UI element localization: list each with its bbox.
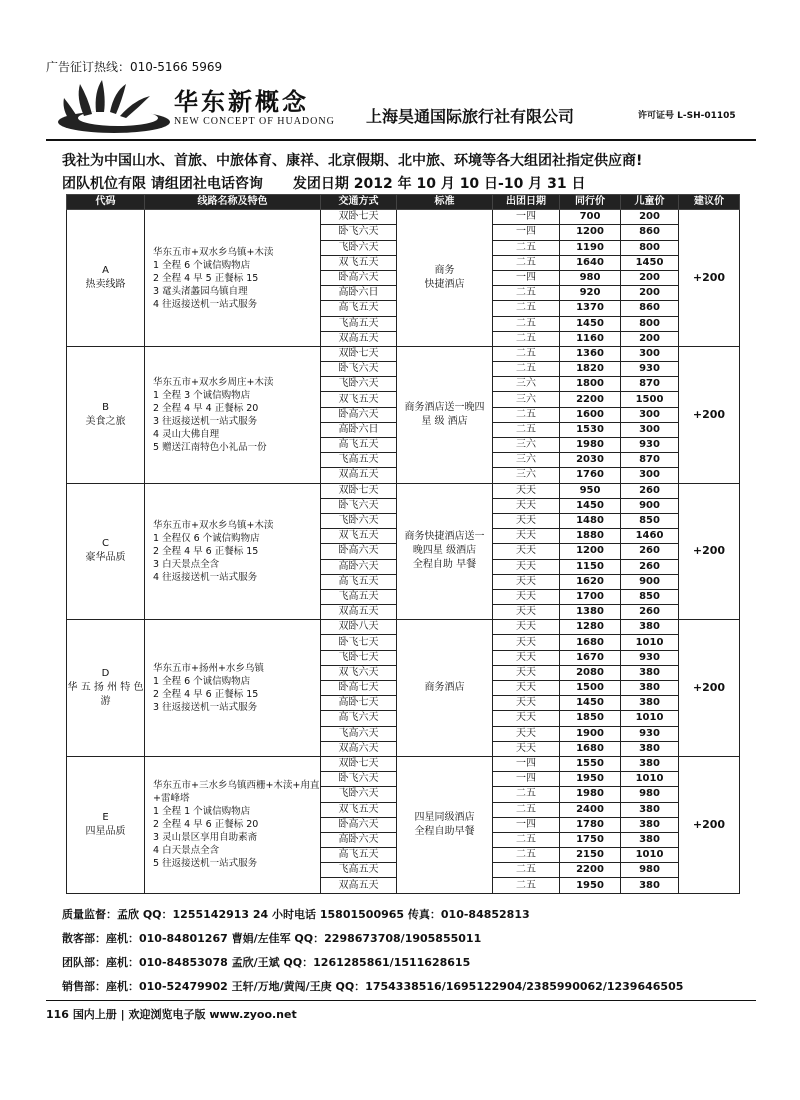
departure-date-cell: 一四	[493, 772, 560, 787]
peer-price-cell: 1160	[560, 331, 621, 346]
peer-price-cell: 1600	[560, 407, 621, 422]
departure-date-cell: 二五	[493, 331, 560, 346]
child-price-cell: 300	[621, 468, 679, 483]
footer-section: 国内上册	[72, 1008, 117, 1021]
transport-cell: 双飞五天	[321, 802, 397, 817]
child-price-cell: 260	[621, 544, 679, 559]
child-price-cell: 850	[621, 589, 679, 604]
footer-site: 欢迎浏览电子版 www.zyoo.net	[128, 1008, 297, 1021]
child-price-cell: 380	[621, 665, 679, 680]
child-price-cell: 200	[621, 210, 679, 225]
transport-cell: 双飞五天	[321, 392, 397, 407]
peer-price-cell: 1980	[560, 438, 621, 453]
table-row	[67, 756, 740, 771]
transport-cell: 卧高六天	[321, 544, 397, 559]
notice-line-1: 我社为中国山水、首旅、中旅体育、康祥、北京假期、北中旅、环境等各大组团社指定供应商!	[62, 153, 643, 169]
child-price-cell: 980	[621, 863, 679, 878]
child-price-cell: 930	[621, 650, 679, 665]
transport-cell: 卧高六天	[321, 270, 397, 285]
child-price-cell: 300	[621, 422, 679, 437]
departure-date-cell: 二五	[493, 787, 560, 802]
transport-cell: 高卧六天	[321, 559, 397, 574]
feature-line: 华东五市+双水乡周庄+木渎	[153, 376, 274, 388]
company-name: 上海昊通国际旅行社有限公司	[366, 107, 575, 126]
peer-price-cell: 1500	[560, 681, 621, 696]
child-price-cell: 1500	[621, 392, 679, 407]
peer-price-cell: 1190	[560, 240, 621, 255]
feature-line: 4 往返接送机一站式服务	[153, 571, 258, 583]
table-header-row	[67, 195, 740, 210]
feature-line: 华东五市+三水乡乌镇西栅+木渎+甪直+雷峰塔	[153, 780, 320, 805]
tour-price-table	[66, 194, 739, 894]
license-number: 许可证号 L-SH-01105	[638, 111, 736, 121]
transport-cell: 卧飞六天	[321, 772, 397, 787]
transport-cell: 卧高六天	[321, 817, 397, 832]
transport-cell: 卧飞六天	[321, 225, 397, 240]
hand-logo-icon	[54, 78, 174, 134]
table-row	[67, 620, 740, 635]
peer-price-cell: 1900	[560, 726, 621, 741]
departure-date-cell: 三六	[493, 453, 560, 468]
departure-date-cell: 二五	[493, 362, 560, 377]
departure-date-cell: 天天	[493, 513, 560, 528]
child-price-cell: 850	[621, 513, 679, 528]
departure-date-cell: 二五	[493, 802, 560, 817]
child-price-cell: 200	[621, 331, 679, 346]
route-code: A 热卖线路	[67, 210, 145, 347]
contact-individual: 散客部：座机：010-84801267 曹娟/左佳军 QQ：2298673708/1905855011	[62, 932, 482, 945]
child-price-cell: 300	[621, 407, 679, 422]
header-route: 线路名称及特色	[145, 195, 321, 210]
feature-line: 2 全程 4 早 6 正餐标 15	[153, 545, 259, 557]
feature-line: 2 全程 4 早 5 正餐标 15	[153, 272, 259, 284]
notice-dates: 发团日期 2012 年 10 月 10 日-10 月 31 日	[292, 176, 586, 192]
peer-price-cell: 1850	[560, 711, 621, 726]
feature-line: 2 全程 4 早 6 正餐标 15	[153, 689, 259, 701]
child-price-cell: 1010	[621, 848, 679, 863]
peer-price-cell: 1450	[560, 498, 621, 513]
child-price-cell: 200	[621, 286, 679, 301]
peer-price-cell: 1950	[560, 878, 621, 893]
peer-price-cell: 1780	[560, 817, 621, 832]
child-price-cell: 380	[621, 802, 679, 817]
header	[46, 76, 756, 136]
transport-cell: 飞高五天	[321, 863, 397, 878]
departure-date-cell: 二五	[493, 832, 560, 847]
transport-cell: 双卧七天	[321, 210, 397, 225]
peer-price-cell: 1380	[560, 605, 621, 620]
child-price-cell: 380	[621, 878, 679, 893]
transport-cell: 高卧六日	[321, 422, 397, 437]
departure-date-cell: 一四	[493, 225, 560, 240]
feature-line: 1 全程 6 个诚信购物店	[153, 676, 251, 688]
hotel-standard: 商务 快捷酒店	[397, 210, 493, 347]
peer-price-cell: 2400	[560, 802, 621, 817]
peer-price-cell: 1880	[560, 529, 621, 544]
transport-cell: 双飞六天	[321, 665, 397, 680]
feature-line: 3 鼋头渚蠡园乌镇自理	[153, 285, 248, 297]
peer-price-cell: 1280	[560, 620, 621, 635]
notice-line-2	[62, 173, 642, 196]
peer-price-cell: 1200	[560, 225, 621, 240]
peer-price-cell: 2030	[560, 453, 621, 468]
suggested-price: +200	[679, 620, 740, 757]
feature-line: 华东五市+双水乡乌镇+木渎	[153, 519, 274, 531]
route-features	[145, 620, 321, 757]
child-price-cell: 1450	[621, 255, 679, 270]
departure-date-cell: 天天	[493, 741, 560, 756]
peer-price-cell: 1800	[560, 377, 621, 392]
departure-date-cell: 天天	[493, 681, 560, 696]
peer-price-cell: 1760	[560, 468, 621, 483]
transport-cell: 卧高七天	[321, 681, 397, 696]
feature-line: 3 灵山景区享用自助素斋	[153, 832, 258, 844]
suggested-price: +200	[679, 756, 740, 893]
departure-date-cell: 天天	[493, 544, 560, 559]
departure-date-cell: 二五	[493, 422, 560, 437]
departure-date-cell: 一四	[493, 817, 560, 832]
contacts	[62, 904, 752, 1000]
child-price-cell: 900	[621, 498, 679, 513]
departure-date-cell: 天天	[493, 665, 560, 680]
footer-separator: |	[120, 1008, 125, 1021]
transport-cell: 双高六天	[321, 741, 397, 756]
child-price-cell: 800	[621, 316, 679, 331]
route-features	[145, 346, 321, 483]
route-features	[145, 756, 321, 893]
departure-date-cell: 天天	[493, 696, 560, 711]
feature-line: 5 往返接送机一站式服务	[153, 858, 258, 870]
route-code: C 豪华品质	[67, 483, 145, 620]
child-price-cell: 380	[621, 696, 679, 711]
header-suggested-price: 建议价	[679, 195, 740, 210]
transport-cell: 高卧七天	[321, 696, 397, 711]
transport-cell: 高卧六天	[321, 832, 397, 847]
child-price-cell: 380	[621, 832, 679, 847]
table-row	[67, 483, 740, 498]
transport-cell: 高飞五天	[321, 438, 397, 453]
departure-date-cell: 三六	[493, 392, 560, 407]
transport-cell: 卧飞六天	[321, 362, 397, 377]
departure-date-cell: 一四	[493, 756, 560, 771]
departure-date-cell: 二五	[493, 878, 560, 893]
route-features	[145, 483, 321, 620]
child-price-cell: 380	[621, 756, 679, 771]
departure-date-cell: 天天	[493, 650, 560, 665]
departure-date-cell: 一四	[493, 210, 560, 225]
transport-cell: 双飞五天	[321, 255, 397, 270]
child-price-cell: 1010	[621, 635, 679, 650]
header-divider	[46, 139, 756, 141]
peer-price-cell: 950	[560, 483, 621, 498]
child-price-cell: 1010	[621, 772, 679, 787]
route-features	[145, 210, 321, 347]
feature-line: 3 往返接送机一站式服务	[153, 702, 258, 714]
departure-date-cell: 天天	[493, 498, 560, 513]
peer-price-cell: 2200	[560, 863, 621, 878]
table-row	[67, 210, 740, 225]
child-price-cell: 930	[621, 726, 679, 741]
transport-cell: 双高五天	[321, 605, 397, 620]
feature-line: 4 灵山大佛自理	[153, 428, 220, 440]
feature-line: 华东五市+双水乡乌镇+木渎	[153, 246, 274, 258]
footer	[46, 1006, 297, 1022]
peer-price-cell: 1950	[560, 772, 621, 787]
feature-line: 1 全程 6 个诚信购物店	[153, 259, 251, 271]
departure-date-cell: 一四	[493, 270, 560, 285]
child-price-cell: 860	[621, 301, 679, 316]
child-price-cell: 200	[621, 270, 679, 285]
suggested-price: +200	[679, 210, 740, 347]
peer-price-cell: 2080	[560, 665, 621, 680]
transport-cell: 双高五天	[321, 878, 397, 893]
peer-price-cell: 1150	[560, 559, 621, 574]
feature-line: 1 全程 1 个诚信购物店	[153, 806, 251, 818]
child-price-cell: 1010	[621, 711, 679, 726]
transport-cell: 双卧七天	[321, 346, 397, 361]
notice-seats: 团队机位有限 请组团社电话咨询	[62, 176, 263, 192]
peer-price-cell: 1700	[560, 589, 621, 604]
feature-line: 1 全程 3 个诚信购物店	[153, 389, 251, 401]
departure-date-cell: 二五	[493, 407, 560, 422]
transport-cell: 双高五天	[321, 331, 397, 346]
departure-date-cell: 三六	[493, 468, 560, 483]
child-price-cell: 930	[621, 438, 679, 453]
child-price-cell: 900	[621, 574, 679, 589]
ad-hotline: 广告征订热线：010-5166 5969	[46, 60, 223, 74]
transport-cell: 高飞五天	[321, 574, 397, 589]
peer-price-cell: 1530	[560, 422, 621, 437]
contact-sales: 销售部：座机：010-52479902 王轩/万地/黄闯/王庚 QQ：1754338516/1695122904/2385990062/1239646505	[62, 980, 684, 993]
peer-price-cell: 1450	[560, 316, 621, 331]
child-price-cell: 870	[621, 377, 679, 392]
child-price-cell: 980	[621, 787, 679, 802]
departure-date-cell: 天天	[493, 589, 560, 604]
transport-cell: 高卧六日	[321, 286, 397, 301]
transport-cell: 双卧七天	[321, 483, 397, 498]
hotel-standard: 商务酒店	[397, 620, 493, 757]
peer-price-cell: 1670	[560, 650, 621, 665]
child-price-cell: 870	[621, 453, 679, 468]
transport-cell: 飞卧六天	[321, 513, 397, 528]
header-transport: 交通方式	[321, 195, 397, 210]
peer-price-cell: 700	[560, 210, 621, 225]
route-code: B 美食之旅	[67, 346, 145, 483]
departure-date-cell: 天天	[493, 635, 560, 650]
contact-quality: 质量监督：孟欣 QQ：1255142913 24 小时电话 15801500965 传真：010-84852813	[62, 908, 530, 921]
transport-cell: 双卧七天	[321, 756, 397, 771]
header-date: 出团日期	[493, 195, 560, 210]
header-standard: 标准	[397, 195, 493, 210]
peer-price-cell: 1640	[560, 255, 621, 270]
child-price-cell: 860	[621, 225, 679, 240]
child-price-cell: 260	[621, 605, 679, 620]
transport-cell: 高飞六天	[321, 711, 397, 726]
peer-price-cell: 1680	[560, 635, 621, 650]
feature-line: 2 全程 4 早 4 正餐标 20	[153, 402, 259, 414]
brand-name-en: NEW CONCEPT OF HUADONG	[174, 116, 335, 127]
suggested-price: +200	[679, 346, 740, 483]
route-code: D 华 五 扬 州 特 色游	[67, 620, 145, 757]
footer-divider	[46, 1000, 756, 1001]
feature-line: 1 全程仅 6 个诚信购物店	[153, 532, 260, 544]
contact-group: 团队部：座机：010-84853078 孟欣/王斌 QQ：1261285861/1511628615	[62, 956, 471, 969]
transport-cell: 飞卧六天	[321, 787, 397, 802]
hotel-standard: 四星同级酒店 全程自助早餐	[397, 756, 493, 893]
child-price-cell: 1460	[621, 529, 679, 544]
departure-date-cell: 二五	[493, 848, 560, 863]
peer-price-cell: 2150	[560, 848, 621, 863]
peer-price-cell: 1980	[560, 787, 621, 802]
transport-cell: 飞卧六天	[321, 240, 397, 255]
peer-price-cell: 1200	[560, 544, 621, 559]
child-price-cell: 380	[621, 620, 679, 635]
departure-date-cell: 三六	[493, 377, 560, 392]
brand-name-cn: 华东新概念	[174, 87, 309, 116]
peer-price-cell: 1680	[560, 741, 621, 756]
transport-cell: 卧飞七天	[321, 635, 397, 650]
departure-date-cell: 二五	[493, 301, 560, 316]
child-price-cell: 260	[621, 483, 679, 498]
departure-date-cell: 天天	[493, 605, 560, 620]
feature-line: 4 往返接送机一站式服务	[153, 298, 258, 310]
feature-line: 2 全程 4 早 6 正餐标 20	[153, 819, 259, 831]
child-price-cell: 380	[621, 817, 679, 832]
departure-date-cell: 二五	[493, 863, 560, 878]
transport-cell: 卧飞六天	[321, 498, 397, 513]
table-row	[67, 346, 740, 361]
peer-price-cell: 1750	[560, 832, 621, 847]
departure-date-cell: 天天	[493, 574, 560, 589]
peer-price-cell: 1550	[560, 756, 621, 771]
feature-line: 3 往返接送机一站式服务	[153, 415, 258, 427]
peer-price-cell: 2200	[560, 392, 621, 407]
departure-date-cell: 天天	[493, 711, 560, 726]
hotel-standard: 商务快捷酒店送一晚四星 级酒店 全程自助 早餐	[397, 483, 493, 620]
departure-date-cell: 二五	[493, 286, 560, 301]
feature-line: 华东五市+扬州+水乡乌镇	[153, 663, 264, 675]
departure-date-cell: 三六	[493, 438, 560, 453]
departure-date-cell: 天天	[493, 529, 560, 544]
departure-date-cell: 二五	[493, 346, 560, 361]
header-child-price: 儿童价	[621, 195, 679, 210]
hotel-standard: 商务酒店送一晚四星 级 酒店	[397, 346, 493, 483]
transport-cell: 飞高五天	[321, 453, 397, 468]
departure-date-cell: 天天	[493, 483, 560, 498]
peer-price-cell: 920	[560, 286, 621, 301]
transport-cell: 双高五天	[321, 468, 397, 483]
page-number: 116	[46, 1008, 69, 1021]
header-peer-price: 同行价	[560, 195, 621, 210]
departure-date-cell: 二五	[493, 255, 560, 270]
child-price-cell: 380	[621, 681, 679, 696]
transport-cell: 飞高五天	[321, 316, 397, 331]
child-price-cell: 300	[621, 346, 679, 361]
departure-date-cell: 二五	[493, 240, 560, 255]
child-price-cell: 260	[621, 559, 679, 574]
peer-price-cell: 1360	[560, 346, 621, 361]
peer-price-cell: 1620	[560, 574, 621, 589]
table-body	[67, 210, 740, 893]
peer-price-cell: 1370	[560, 301, 621, 316]
child-price-cell: 380	[621, 741, 679, 756]
child-price-cell: 930	[621, 362, 679, 377]
departure-date-cell: 天天	[493, 726, 560, 741]
peer-price-cell: 980	[560, 270, 621, 285]
feature-line: 4 白天景点全含	[153, 845, 220, 857]
header-code: 代码	[67, 195, 145, 210]
transport-cell: 高飞五天	[321, 301, 397, 316]
transport-cell: 卧高六天	[321, 407, 397, 422]
suggested-price: +200	[679, 483, 740, 620]
transport-cell: 高飞五天	[321, 848, 397, 863]
departure-date-cell: 天天	[493, 620, 560, 635]
transport-cell: 飞高五天	[321, 589, 397, 604]
transport-cell: 双飞五天	[321, 529, 397, 544]
child-price-cell: 800	[621, 240, 679, 255]
transport-cell: 飞卧六天	[321, 377, 397, 392]
peer-price-cell: 1820	[560, 362, 621, 377]
transport-cell: 飞高六天	[321, 726, 397, 741]
transport-cell: 双卧八天	[321, 620, 397, 635]
peer-price-cell: 1450	[560, 696, 621, 711]
route-code: E 四星品质	[67, 756, 145, 893]
transport-cell: 飞卧七天	[321, 650, 397, 665]
feature-line: 5 赠送江南特色小礼品一份	[153, 441, 267, 453]
departure-date-cell: 天天	[493, 559, 560, 574]
supplier-notice	[62, 150, 642, 196]
peer-price-cell: 1480	[560, 513, 621, 528]
feature-line: 3 白天景点全含	[153, 558, 220, 570]
departure-date-cell: 二五	[493, 316, 560, 331]
